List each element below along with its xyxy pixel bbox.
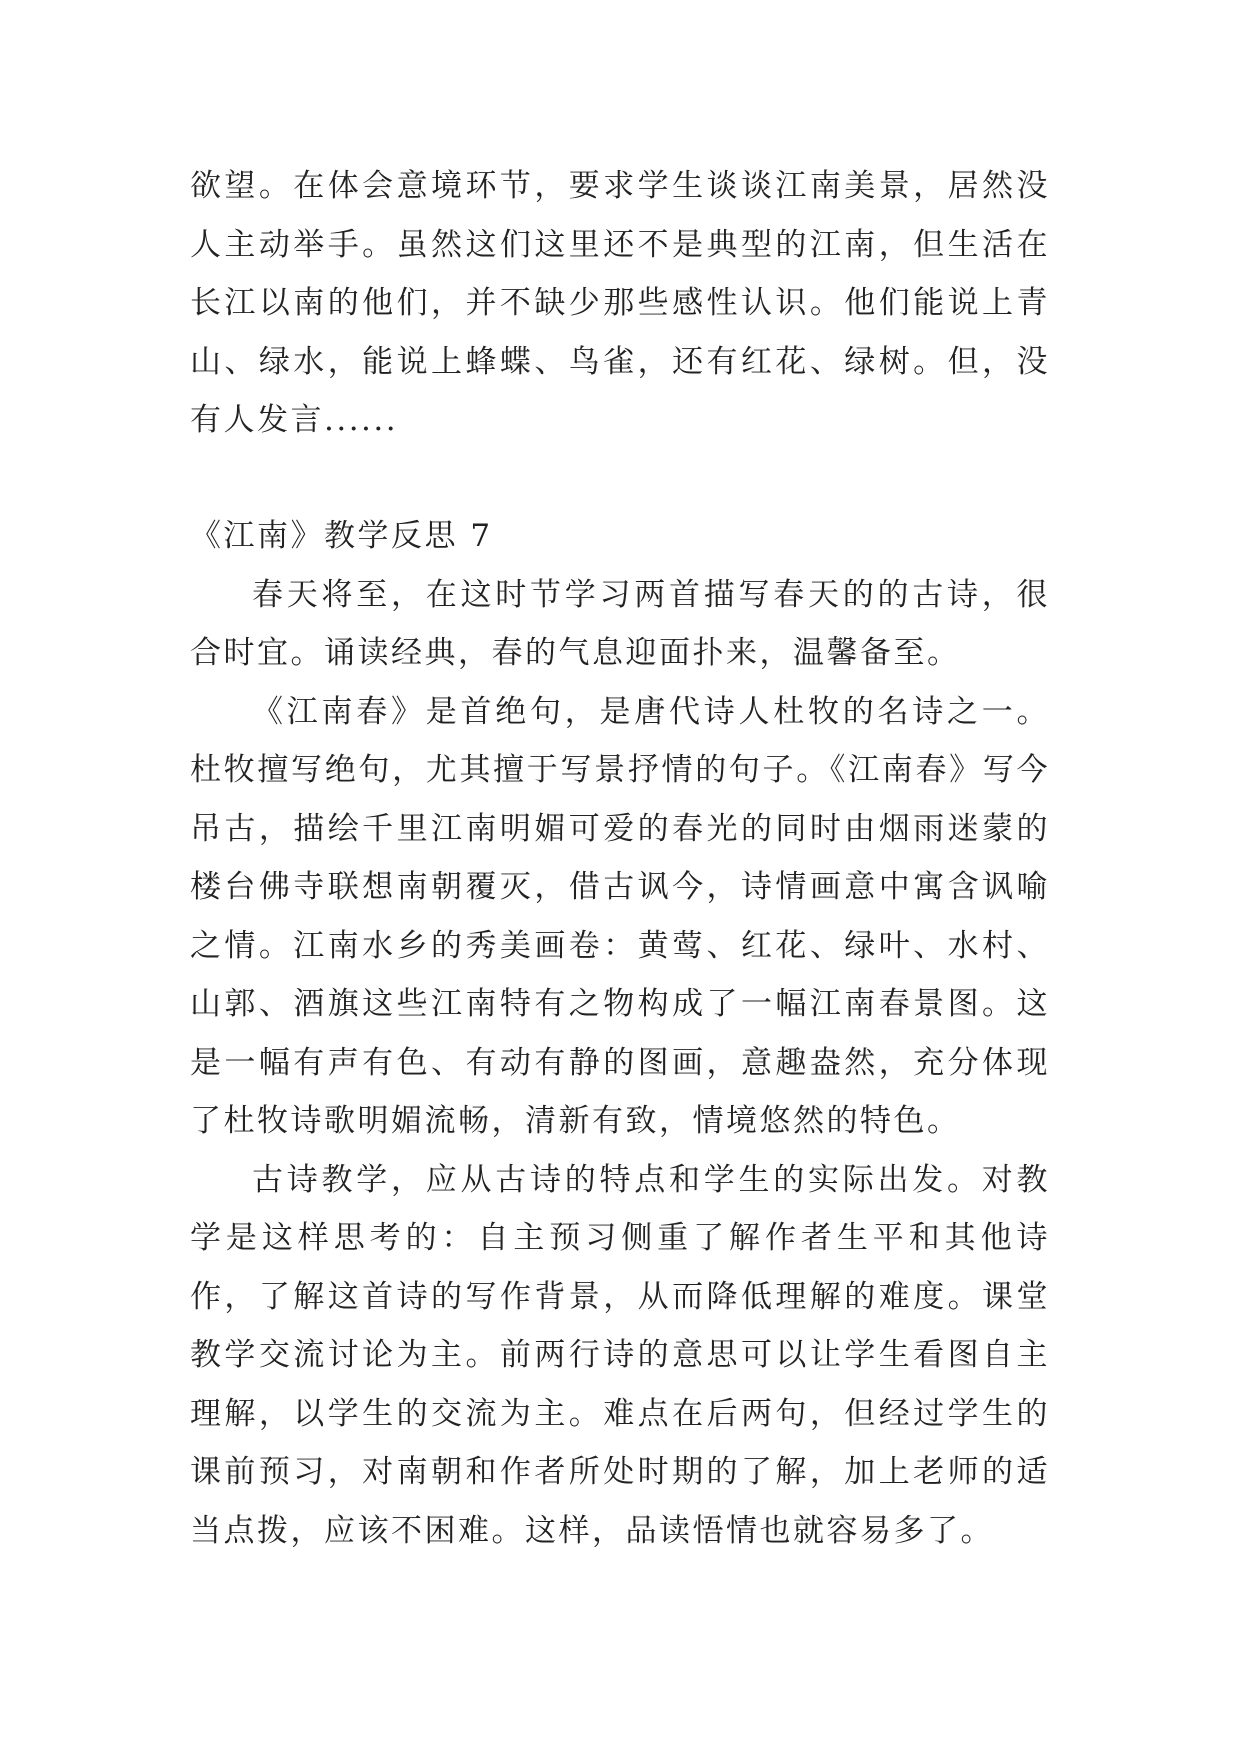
paragraph: 《江南春》是首绝句，是唐代诗人杜牧的名诗之一。杜牧擅写绝句，尤其擅于写景抒情的句子。《江南春》写今吊古，描绘千里江南明媚可爱的春光的同时由烟雨迷蒙的楼台佛寺联想南朝覆灭，借古讽今，诗情画意中寓含讽喻之情。江南水乡的秀美画卷：黄莺、红花、绿叶、水村、山郭、酒旗这些江南特有之物构成了一幅江南春景图。这是一幅有声有色、有动有静的图画，意趣盎然，充分体现了杜牧诗歌明媚流畅，清新有致，情境悠然的特色。 [190, 693, 1050, 1139]
paragraph: 春天将至，在这时节学习两首描写春天的的古诗，很合时宜。诵读经典，春的气息迎面扑来，温馨备至。 [190, 576, 1050, 671]
continuation-paragraph: 欲望。在体会意境环节，要求学生谈谈江南美景，居然没人主动举手。虽然这们这里还不是典型的江南，但生活在长江以南的他们，并不缺少那些感性认识。他们能说上青山、绿水，能说上蜂蝶、鸟雀，还有红花、绿树。但，没有人发言...... [190, 168, 1050, 438]
paragraph: 古诗教学，应从古诗的特点和学生的实际出发。对教学是这样思考的：自主预习侧重了解作者生平和其他诗作，了解这首诗的写作背景，从而降低理解的难度。课堂教学交流讨论为主。前两行诗的意思可以让学生看图自主理解，以学生的交流为主。难点在后两句，但经过学生的课前预习，对南朝和作者所处时期的了解，加上老师的适当点拨，应该不困难。这样，品读悟情也就容易多了。 [190, 1161, 1050, 1549]
section-title: 《江南》教学反思 7 [190, 518, 493, 554]
reflection-section [190, 507, 1050, 1560]
previous-section-continuation [190, 157, 1050, 450]
